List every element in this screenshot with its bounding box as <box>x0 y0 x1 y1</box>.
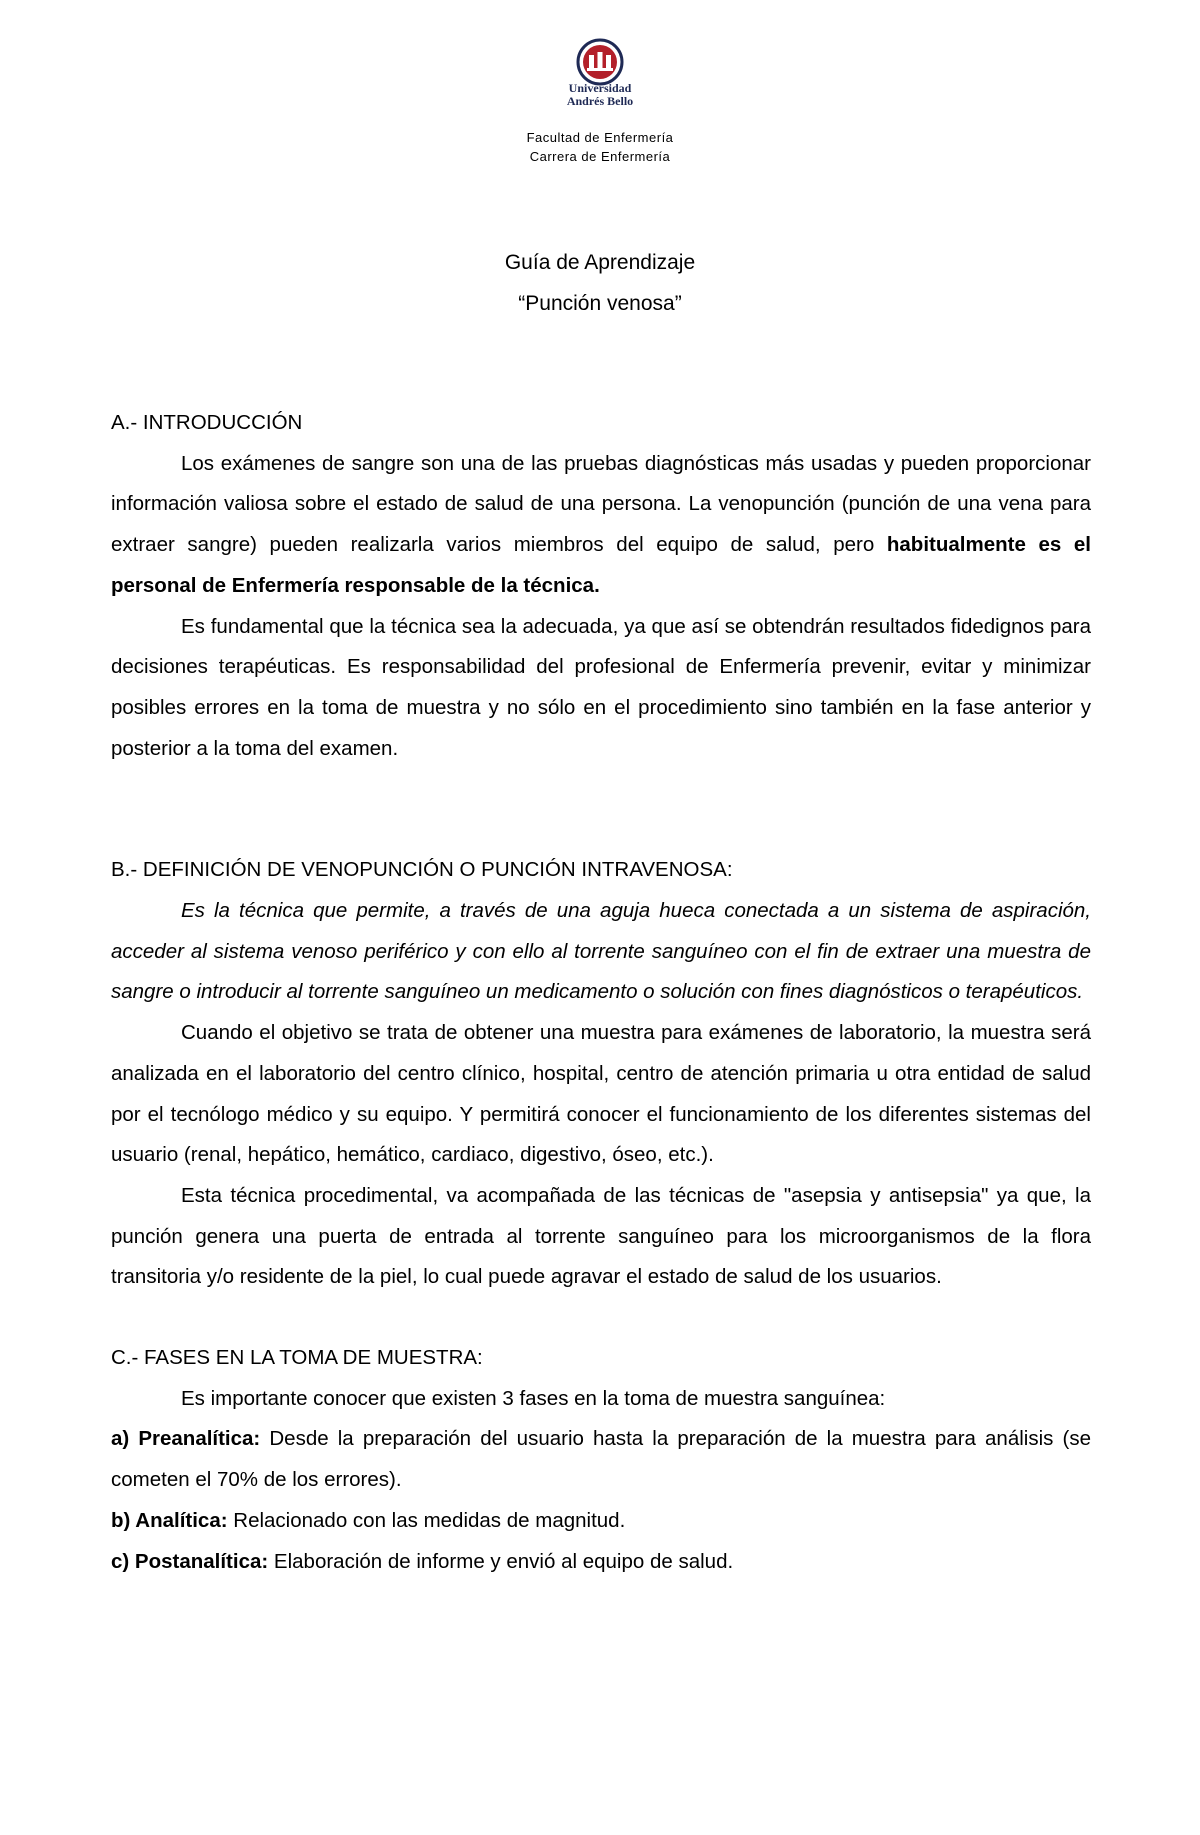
phase-text: Relacionado con las medidas de magnitud. <box>227 1508 626 1532</box>
phase-item <box>111 1542 1091 1583</box>
section-b-heading: B.- DEFINICIÓN DE VENOPUNCIÓN O PUNCIÓN INTRAVENOSA: <box>111 858 733 882</box>
section-spacer <box>111 769 1091 850</box>
section-a <box>111 403 1091 769</box>
section-a-paragraph-2: Es fundamental que la técnica sea la adecuada, ya que así se obtendrán resultados fidedignos para decisiones terapéuticas. Es responsabilidad del profesional de Enfermería prevenir, evitar y minimizar posibles errores en la toma de muestra y no sólo en el procedimiento sino también en la fase anterior y posterior a la toma del examen. <box>111 614 1091 760</box>
phase-label: c) Postanalítica: <box>111 1549 269 1573</box>
section-spacer <box>111 1298 1091 1338</box>
phase-text: Elaboración de informe y envió al equipo de salud. <box>268 1549 734 1573</box>
section-b-definition <box>111 891 1091 1013</box>
document-title-block <box>0 242 1200 324</box>
section-a-p1-text: Los exámenes de sangre son una de las pruebas diagnósticas más usadas y pueden proporcionar información valiosa sobre el estado de salud de una persona. La venopunción (punción de una vena para extraer sangre) pueden realizarla varios miembros del equipo de salud, pero <box>111 451 1091 557</box>
section-a-paragraph-1 <box>111 444 1091 607</box>
section-b-definition-text: Es la técnica que permite, a través de una aguja hueca conectada a un sistema de aspiración, acceder al sistema venoso periférico y con ello al torrente sanguíneo con el fin de extraer una muestra de sangre o introducir al torrente sanguíneo un medicamento o solución con fines diagnósticos o terapéuticos. <box>111 899 1091 1004</box>
logo-wordmark <box>540 82 660 108</box>
section-a-heading: A.- INTRODUCCIÓN <box>111 411 303 434</box>
section-b <box>111 850 1091 1298</box>
document-title: Guía de Aprendizaje <box>504 251 696 274</box>
section-b-paragraph-3: Esta técnica procedimental, va acompañada de las técnicas de "asepsia y antisepsia" ya que, la punción genera una puerta de entrada al torrente sanguíneo para los microorganismos de la flora transitoria y/o residente de la piel, lo cual puede agravar el estado de salud de los usuarios. <box>111 1183 1091 1289</box>
document-body <box>111 403 1091 1582</box>
logo-text-line2: Andrés Bello <box>566 94 634 108</box>
career-name: Carrera de Enfermería <box>529 149 671 164</box>
section-a-p1-bold: habitualmente es el personal de Enfermería responsable de la técnica. <box>111 533 1091 597</box>
faculty-name: Facultad de Enfermería <box>526 130 674 145</box>
document-header <box>0 38 1200 166</box>
phase-label: b) Analítica: <box>111 1508 228 1532</box>
university-logo <box>565 38 635 110</box>
phase-item <box>111 1501 1091 1542</box>
document-subtitle: “Punción venosa” <box>518 292 682 315</box>
faculty-lines <box>0 128 1200 166</box>
section-b-paragraph-2: Cuando el objetivo se trata de obtener una muestra para exámenes de laboratorio, la muestra será analizada en el laboratorio del centro clínico, hospital, centro de atención primaria u otra entidad de salud por el tecnólogo médico y su equipo. Y permitirá conocer el funcionamiento de los diferentes sistemas del usuario (renal, hepático, hemático, cardiaco, digestivo, óseo, etc.). <box>111 1021 1091 1167</box>
section-c-heading: C.- FASES EN LA TOMA DE MUESTRA: <box>111 1346 483 1370</box>
section-c <box>111 1338 1091 1582</box>
phase-item <box>111 1419 1091 1500</box>
phase-label: a) Preanalítica: <box>111 1427 261 1451</box>
section-c-intro: Es importante conocer que existen 3 fases en la toma de muestra sanguínea: <box>181 1386 886 1410</box>
phase-text: Desde la preparación del usuario hasta la preparación de la muestra para análisis (se cometen el 70% de los errores). <box>111 1427 1091 1492</box>
logo-text-line1: Universidad <box>568 81 632 95</box>
